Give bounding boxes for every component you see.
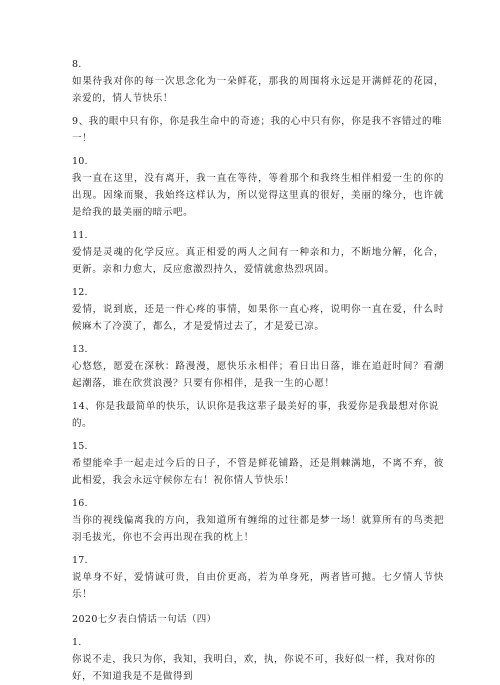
item-text: 爱情，说到底，还是一件心疼的事情，如果你一直心疼，说明你一直在爱，什么时候麻木了冷漠了，都么，才是爱情过去了，才是爱已凉。 <box>72 304 444 332</box>
item-text: 希望能牵手一起走过今后的日子，不管是鲜花铺路，还是荆棘满地，不离不弃，彼此相爱，我会永远守候你左右！祝你情人节快乐！ <box>72 458 444 486</box>
item-number: 16. <box>72 498 88 509</box>
item-text: 爱情是灵魂的化学反应。真正相爱的两人之间有一种亲和力，不断地分解，化合，更新。亲和力愈大，反应愈激烈持久，爱情就愈热烈巩固。 <box>72 247 444 275</box>
item-text-cut: 你说不走，我只为你，我知，我明白，欢，执，你说不可，我好似一样，我对你的好，不知道我是不是做得到 <box>72 654 436 682</box>
item-number: 12. <box>72 287 88 298</box>
item-number: 15. <box>72 441 88 452</box>
item-text: 14、你是我最简单的快乐，认识你是我这辈子最美好的事，我爱你是我最想对你说的。 <box>72 401 439 429</box>
item-text: 说单身不好，爱情诚可贵，自由价更高，若为单身死，两者皆可抛。七夕情人节快乐！ <box>72 572 444 600</box>
item-text: 心悠悠，愿爱在深秋：路漫漫，愿快乐永相伴；看日出日落，谁在追赶时间？看潮起潮落，谁在欣赏浪漫？只要有你相伴，是我一生的心愿！ <box>72 361 444 389</box>
item-number: 17. <box>72 555 88 566</box>
item-number: 10. <box>72 156 88 167</box>
item-text: 我一直在这里，没有离开，我一直在等待，等着那个和我终生相伴相爱一生的你的出现。因缘而聚，我始终这样认为，所以觉得这里真的很好，美丽的缘分，也许就是给我的最美丽的暗示吧。 <box>72 173 444 218</box>
item-number: 8. <box>72 59 82 70</box>
item-text: 9、我的眼中只有你，你是我生命中的奇迹；我的心中只有你，你是我不容错过的唯一！ <box>72 116 443 144</box>
item-number: 11. <box>72 230 88 241</box>
item-text: 如果待我对你的每一次思念化为一朵鲜花，那我的周围将永远是开满鲜花的花园，亲爱的，情人节快乐！ <box>72 76 444 104</box>
item-number: 1. <box>72 637 82 648</box>
section-heading: 2020七夕表白情话一句话（四） <box>72 614 217 625</box>
item-number: 13. <box>72 344 88 355</box>
document-body <box>72 56 444 682</box>
item-text: 当你的视线偏离我的方向，我知道所有缠绵的过往都是梦一场！就算所有的鸟类把羽毛拔光，你也不会再出现在我的枕上！ <box>72 515 444 543</box>
